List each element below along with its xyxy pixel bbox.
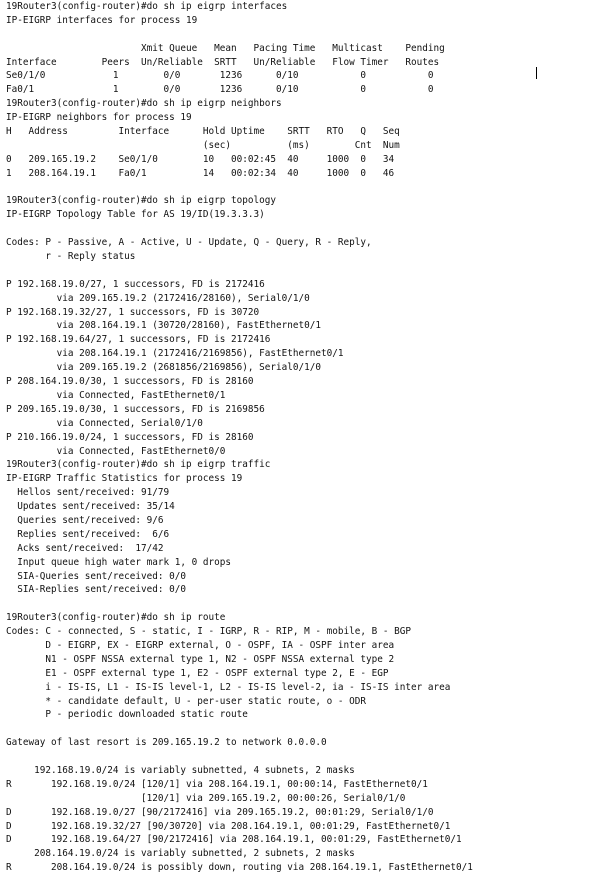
terminal-line: 19Router3(config-router)#do sh ip eigrp topology [6,195,277,207]
terminal-line: H Address Interface Hold Uptime SRTT RTO Q Seq [6,126,400,138]
terminal-line: Codes: P - Passive, A - Active, U - Update, Q - Query, R - Reply, [6,237,372,249]
terminal-line: E1 - OSPF external type 1, E2 - OSPF external type 2, E - EGP [6,667,389,679]
terminal-line [6,28,605,42]
terminal-line: [120/1] via 209.165.19.2, 00:00:26, Serial0/1/0 [6,792,406,804]
terminal-line [6,264,605,278]
terminal-line: 19Router3(config-router)#do sh ip eigrp traffic [6,459,271,471]
terminal-line: 19Router3(config-router)#do sh ip route [6,612,226,624]
terminal-line: Fa0/1 1 0/0 1236 0/10 0 0 [6,84,434,96]
terminal-line [6,597,605,611]
terminal-line: IP-EIGRP Traffic Statistics for process 19 [6,473,243,485]
terminal-line: Se0/1/0 1 0/0 1236 0/10 0 0 [6,70,434,82]
terminal-line: via 209.165.19.2 (2172416/28160), Serial0/1/0 [6,292,310,304]
terminal-line: via 208.164.19.1 (2172416/2169856), FastEthernet0/1 [6,348,344,360]
terminal-line: (sec) (ms) Cnt Num [6,139,400,151]
terminal-line: i - IS-IS, L1 - IS-IS level-1, L2 - IS-IS level-2, ia - IS-IS inter area [6,681,451,693]
terminal-line: IP-EIGRP Topology Table for AS 19/ID(19.3.3.3) [6,209,265,221]
terminal-line: P 209.165.19.0/30, 1 successors, FD is 2169856 [6,403,265,415]
terminal-line: * - candidate default, U - per-user static route, o - ODR [6,695,367,707]
terminal-line: via Connected, Serial0/1/0 [6,417,203,429]
terminal-line: D 192.168.19.0/27 [90/2172416] via 209.165.19.2, 00:01:29, Serial0/1/0 [6,806,434,818]
terminal-line: Replies sent/received: 6/6 [6,528,170,540]
terminal-line: P 192.168.19.32/27, 1 successors, FD is 30720 [6,306,260,318]
terminal-line: Xmit Queue Mean Pacing Time Multicast Pending [6,42,445,54]
terminal-line: SIA-Replies sent/received: 0/0 [6,584,187,596]
text-cursor [536,67,537,79]
terminal-line [6,181,605,195]
terminal-line [6,222,605,236]
terminal-line: IP-EIGRP neighbors for process 19 [6,112,192,124]
terminal-line: SIA-Queries sent/received: 0/0 [6,570,187,582]
terminal-line: R 192.168.19.0/24 [120/1] via 208.164.19.1, 00:00:14, FastEthernet0/1 [6,778,428,790]
terminal-line: P 192.168.19.64/27, 1 successors, FD is 2172416 [6,334,271,346]
terminal-line: IP-EIGRP interfaces for process 19 [6,14,198,26]
terminal-line: 192.168.19.0/24 is variably subnetted, 4 subnets, 2 masks [6,764,355,776]
terminal-line: R 208.164.19.0/24 is possibly down, routing via 208.164.19.1, FastEthernet0/1 [6,862,473,874]
terminal-line: Acks sent/received: 17/42 [6,542,164,554]
terminal-output [6,0,605,875]
terminal-line [6,750,605,764]
terminal-line: Hellos sent/received: 91/79 [6,487,170,499]
terminal-line: Updates sent/received: 35/14 [6,501,175,513]
terminal-line: 0 209.165.19.2 Se0/1/0 10 00:02:45 40 1000 0 34 [6,153,395,165]
terminal-line: via 208.164.19.1 (30720/28160), FastEthernet0/1 [6,320,322,332]
terminal-line: 19Router3(config-router)#do sh ip eigrp neighbors [6,98,282,110]
terminal-line: P 210.166.19.0/24, 1 successors, FD is 28160 [6,431,254,443]
terminal-line [6,722,605,736]
terminal-line: D 192.168.19.64/27 [90/2172416] via 208.164.19.1, 00:01:29, FastEthernet0/1 [6,834,462,846]
terminal-line: 19Router3(config-router)#do sh ip eigrp interfaces [6,1,288,12]
terminal-line: 1 208.164.19.1 Fa0/1 14 00:02:34 40 1000 0 46 [6,167,395,179]
terminal-line: via Connected, FastEthernet0/1 [6,389,226,401]
terminal-line: via 209.165.19.2 (2681856/2169856), Serial0/1/0 [6,362,322,374]
terminal-line: P 192.168.19.0/27, 1 successors, FD is 2172416 [6,278,265,290]
terminal-line: Input queue high water mark 1, 0 drops [6,556,232,568]
terminal-line: P 208.164.19.0/30, 1 successors, FD is 28160 [6,376,254,388]
terminal-line: D 192.168.19.32/27 [90/30720] via 208.164.19.1, 00:01:29, FastEthernet0/1 [6,820,451,832]
terminal-line: Codes: C - connected, S - static, I - IGRP, R - RIP, M - mobile, B - BGP [6,626,412,638]
terminal-line: via Connected, FastEthernet0/0 [6,445,226,457]
terminal-line: Queries sent/received: 9/6 [6,514,164,526]
terminal-line: N1 - OSPF NSSA external type 1, N2 - OSPF NSSA external type 2 [6,653,395,665]
terminal-line: P - periodic downloaded static route [6,709,248,721]
terminal-line: 208.164.19.0/24 is variably subnetted, 2 subnets, 2 masks [6,848,355,860]
terminal-line: r - Reply status [6,251,136,263]
terminal-line: Interface Peers Un/Reliable SRTT Un/Reliable Flow Timer Routes [6,56,440,68]
terminal-line: D - EIGRP, EX - EIGRP external, O - OSPF, IA - OSPF inter area [6,639,395,651]
terminal-line: Gateway of last resort is 209.165.19.2 to network 0.0.0.0 [6,737,327,749]
